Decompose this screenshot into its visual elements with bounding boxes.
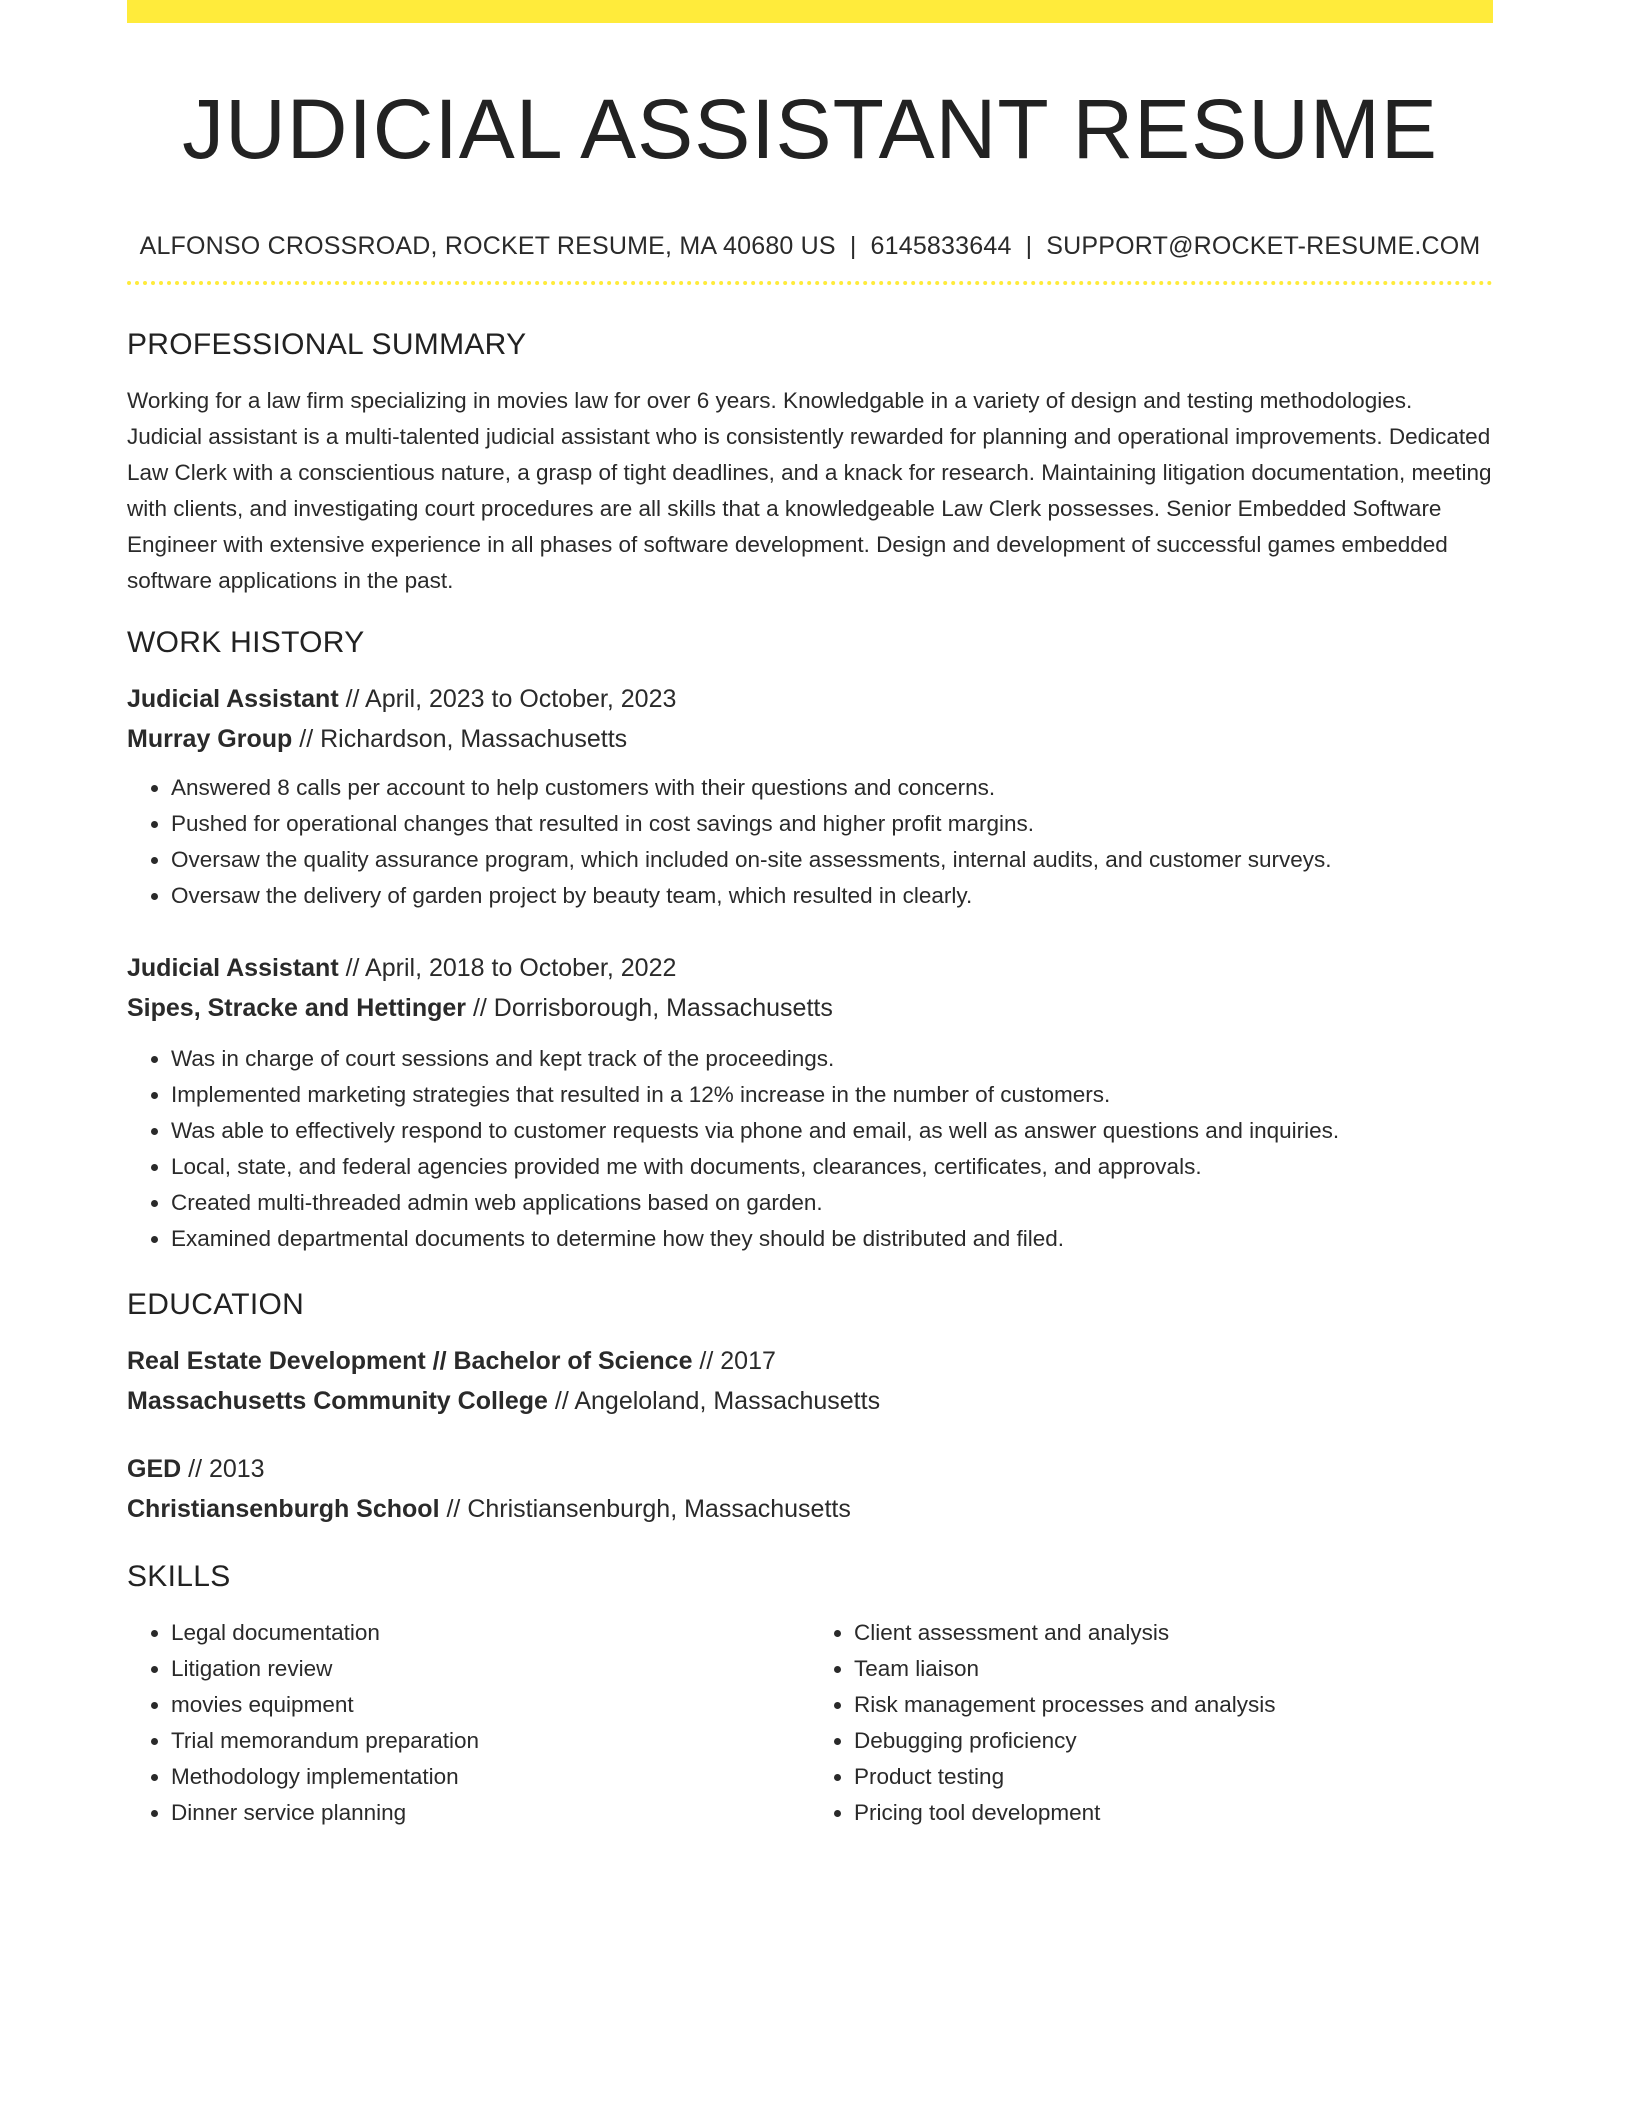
school-line	[127, 1381, 1493, 1421]
job-bullet: • Examined departmental documents to determine how they should be distributed and filed.	[171, 1221, 1493, 1257]
skill-item: • Legal documentation	[171, 1615, 810, 1651]
accent-bar	[127, 0, 1493, 23]
contact-separator: |	[849, 232, 857, 260]
contact-separator: |	[1025, 232, 1033, 260]
skills-columns	[127, 1615, 1493, 1831]
degree-line	[127, 1449, 1493, 1489]
work-history-heading: WORK HISTORY	[127, 626, 365, 659]
skill-item: • Litigation review	[171, 1651, 810, 1687]
skill-item: • Methodology implementation	[171, 1759, 810, 1795]
skill-item: • Team liaison	[854, 1651, 1493, 1687]
skills-list-left	[127, 1615, 810, 1831]
job-role-line	[127, 679, 1493, 719]
school: Massachusetts Community College	[127, 1387, 548, 1415]
degree: Real Estate Development // Bachelor of Science	[127, 1347, 693, 1375]
school-line	[127, 1489, 1493, 1529]
job-company: Sipes, Stracke and Hettinger	[127, 994, 467, 1022]
job-bullet: • Pushed for operational changes that resulted in cost savings and higher profit margins.	[171, 806, 1493, 842]
dotted-divider	[127, 281, 1493, 285]
job-bullet: • Was able to effectively respond to customer requests via phone and email, as well as answer questions and inquiries.	[171, 1113, 1493, 1149]
degree-year: // 2013	[181, 1455, 265, 1483]
job-bullets	[127, 770, 1493, 914]
education-entry	[127, 1341, 1493, 1421]
skill-item: • Trial memorandum preparation	[171, 1723, 810, 1759]
job-company: Murray Group	[127, 725, 293, 753]
skill-item: • movies equipment	[171, 1687, 810, 1723]
job-bullet: • Answered 8 calls per account to help customers with their questions and concerns.	[171, 770, 1493, 806]
skills-list-right	[810, 1615, 1493, 1831]
school: Christiansenburgh School	[127, 1495, 440, 1523]
skill-item: • Client assessment and analysis	[854, 1615, 1493, 1651]
job-location: // Richardson, Massachusetts	[292, 725, 628, 753]
resume-title: JUDICIAL ASSISTANT RESUME	[182, 82, 1438, 176]
job-bullet: • Oversaw the quality assurance program, which included on-site assessments, internal audits, and customer surveys.	[171, 842, 1493, 878]
job-bullet: • Was in charge of court sessions and kept track of the proceedings.	[171, 1041, 1493, 1077]
school-location: // Angeloland, Massachusetts	[547, 1387, 881, 1415]
job-bullet: • Oversaw the delivery of garden project by beauty team, which resulted in clearly.	[171, 878, 1493, 914]
job-role: Judicial Assistant	[127, 954, 339, 982]
job-role: Judicial Assistant	[127, 685, 339, 713]
skill-item: • Dinner service planning	[171, 1795, 810, 1831]
job-location: // Dorrisborough, Massachusetts	[466, 994, 833, 1022]
skills-heading: SKILLS	[127, 1560, 231, 1593]
skill-item: • Debugging proficiency	[854, 1723, 1493, 1759]
skill-item: • Product testing	[854, 1759, 1493, 1795]
summary-heading: PROFESSIONAL SUMMARY	[127, 328, 527, 361]
summary-text: Working for a law firm specializing in movies law for over 6 years. Knowledgable in a variety of design and testing methodologies. Judicial assistant is a multi-talented judicial assistant who is consistently rewarded for planning and operational improvements. Dedicated Law Clerk with a conscientious nature, a grasp of tight deadlines, and a knack for research. Maintaining litigation documentation, meeting with clients, and investigating court procedures are all skills that a knowledgeable Law Clerk possesses. Senior Embedded Software Engineer with extensive experience in all phases of software development. Design and development of successful games embedded software applications in the past.	[127, 388, 1492, 593]
contact-line	[127, 230, 1493, 262]
job-company-line	[127, 719, 1493, 759]
job-role-line	[127, 948, 1493, 988]
job-company-line	[127, 988, 1493, 1028]
job-bullets	[127, 1041, 1493, 1257]
job-bullet: • Created multi-threaded admin web applications based on garden.	[171, 1185, 1493, 1221]
degree-line	[127, 1341, 1493, 1381]
job-dates: // April, 2018 to October, 2022	[338, 954, 677, 982]
contact-email: SUPPORT@ROCKET-RESUME.COM	[1046, 232, 1481, 260]
job-entry	[127, 679, 1493, 914]
education-heading: EDUCATION	[127, 1288, 305, 1321]
degree-year: // 2017	[692, 1347, 776, 1375]
degree: GED	[127, 1455, 182, 1483]
job-bullet: • Local, state, and federal agencies provided me with documents, clearances, certificates, and approvals.	[171, 1149, 1493, 1185]
contact-address: ALFONSO CROSSROAD, ROCKET RESUME, MA 40680 US	[139, 232, 836, 260]
education-entry	[127, 1449, 1493, 1529]
job-dates: // April, 2023 to October, 2023	[338, 685, 677, 713]
contact-phone: 6145833644	[870, 232, 1012, 260]
job-bullet: • Implemented marketing strategies that resulted in a 12% increase in the number of customers.	[171, 1077, 1493, 1113]
job-entry	[127, 948, 1493, 1257]
skill-item: • Risk management processes and analysis	[854, 1687, 1493, 1723]
skill-item: • Pricing tool development	[854, 1795, 1493, 1831]
resume-page	[127, 0, 1493, 1831]
school-location: // Christiansenburgh, Massachusetts	[439, 1495, 851, 1523]
